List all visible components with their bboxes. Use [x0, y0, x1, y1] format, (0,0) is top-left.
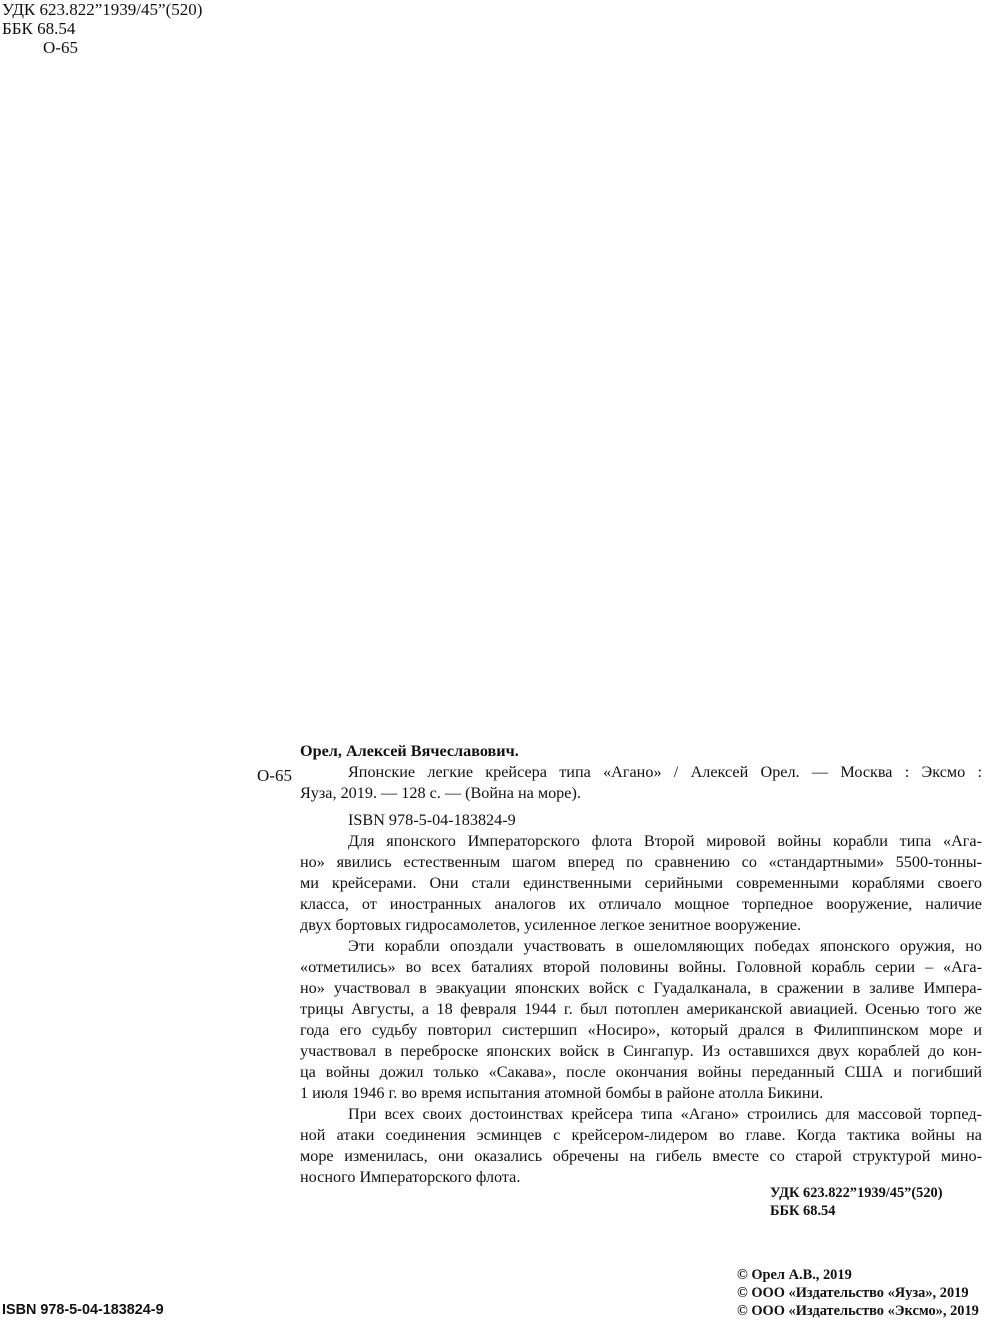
abstract-line-text: носного Императорского флота. [300, 1168, 521, 1186]
abstract-line [300, 957, 982, 978]
abstract-line-text: ми крейсерами. Они стали единственными серийными современными кораблями своего [300, 874, 982, 892]
abstract-line-text: но» явились естественным шагом вперед по сравнению со «стандартными» 5500-тонны- [300, 853, 982, 871]
abstract-line-text: Для японского Императорского флота Второй мировой войны корабли типа «Ага- [348, 832, 982, 850]
abstract-line-text: трицы Августы, а 18 февраля 1944 г. был потоплен американской авиацией. Осенью того же [300, 1000, 982, 1018]
bib-title-line [300, 762, 982, 783]
udk-code-bottom: УДК 623.822”1939/45”(520) [770, 1185, 943, 1201]
abstract-line [300, 936, 982, 957]
bib-isbn: ISBN 978-5-04-183824-9 [348, 811, 516, 829]
abstract-line-text: ной атаки соединения эсминцев с крейсером-лидером во главе. Когда тактика войны на [300, 1126, 982, 1144]
abstract-line [300, 831, 982, 852]
copyright-line: © Орел А.В., 2019 [737, 1267, 852, 1283]
bbk-code-top: ББК 68.54 [2, 19, 76, 38]
abstract-line-text: двух бортовых гидросамолетов, усиленное легкое зенитное вооружение. [300, 916, 802, 934]
abstract-line-text: При всех своих достоинствах крейсера типа «Агано» строились для массовой торпед- [348, 1105, 982, 1123]
abstract-line [300, 1104, 982, 1125]
abstract-line [300, 852, 982, 873]
bib-title-text: Японские легкие крейсера типа «Агано» / Алексей Орел. — Москва : Эксмо : [348, 763, 982, 781]
abstract-line [300, 1041, 982, 1062]
abstract-line-text: ца войны дожил только «Сакава», после окончания войны переданный США и погибший [300, 1063, 982, 1081]
abstract-line-text: «отметились» во всех баталиях второй половины войны. Головной корабль серии – «Ага- [300, 958, 982, 976]
abstract-line [300, 999, 982, 1020]
abstract-line [300, 1083, 982, 1104]
abstract-line [300, 1020, 982, 1041]
bib-title-line [300, 783, 982, 804]
abstract-line-text: года его судьбу повторил систершип «Носиро», который дрался в Филиппинском море и [300, 1021, 982, 1039]
abstract-line [300, 915, 982, 936]
copyright-line: © ООО «Издательство «Яуза», 2019 [737, 1285, 969, 1301]
abstract-line-text: класса, от иностранных аналогов их отличало мощное торпедное вооружение, наличие [300, 895, 982, 913]
abstract-line-text: участвовал в переброске японских войск в Сингапур. Из оставшихся двух кораблей до кон- [300, 1042, 982, 1060]
copyright-line: © ООО «Издательство «Эксмо», 2019 [737, 1303, 979, 1319]
abstract-line [300, 978, 982, 999]
bib-title-text: Яуза, 2019. — 128 с. — (Война на море). [300, 784, 581, 802]
udk-code-top: УДК 623.822”1939/45”(520) [2, 0, 203, 19]
bib-author: Орел, Алексей Вячеславович. [300, 742, 519, 760]
abstract-line [300, 894, 982, 915]
bbk-code-bottom: ББК 68.54 [770, 1203, 836, 1219]
abstract-line [300, 873, 982, 894]
abstract-line-text: море изменилась, они оказались обречены на гибель вместе со старой структурой мино- [300, 1147, 982, 1165]
abstract-line-text: 1 июля 1946 г. во время испытания атомной бомбы в районе атолла Бикини. [300, 1084, 824, 1102]
abstract-line-text: но» участвовал в эвакуации японских войск с Гуадалканала, в сражении в заливе Импера- [300, 979, 982, 997]
isbn-bottom: ISBN 978-5-04-183824-9 [2, 1302, 164, 1318]
abstract-line-text: Эти корабли опоздали участвовать в ошеломляющих победах японского оружия, но [348, 937, 982, 955]
author-sign-margin: О-65 [257, 766, 292, 785]
abstract-line [300, 1146, 982, 1167]
author-sign-top: О-65 [43, 38, 78, 57]
abstract-line [300, 1125, 982, 1146]
abstract-line [300, 1062, 982, 1083]
